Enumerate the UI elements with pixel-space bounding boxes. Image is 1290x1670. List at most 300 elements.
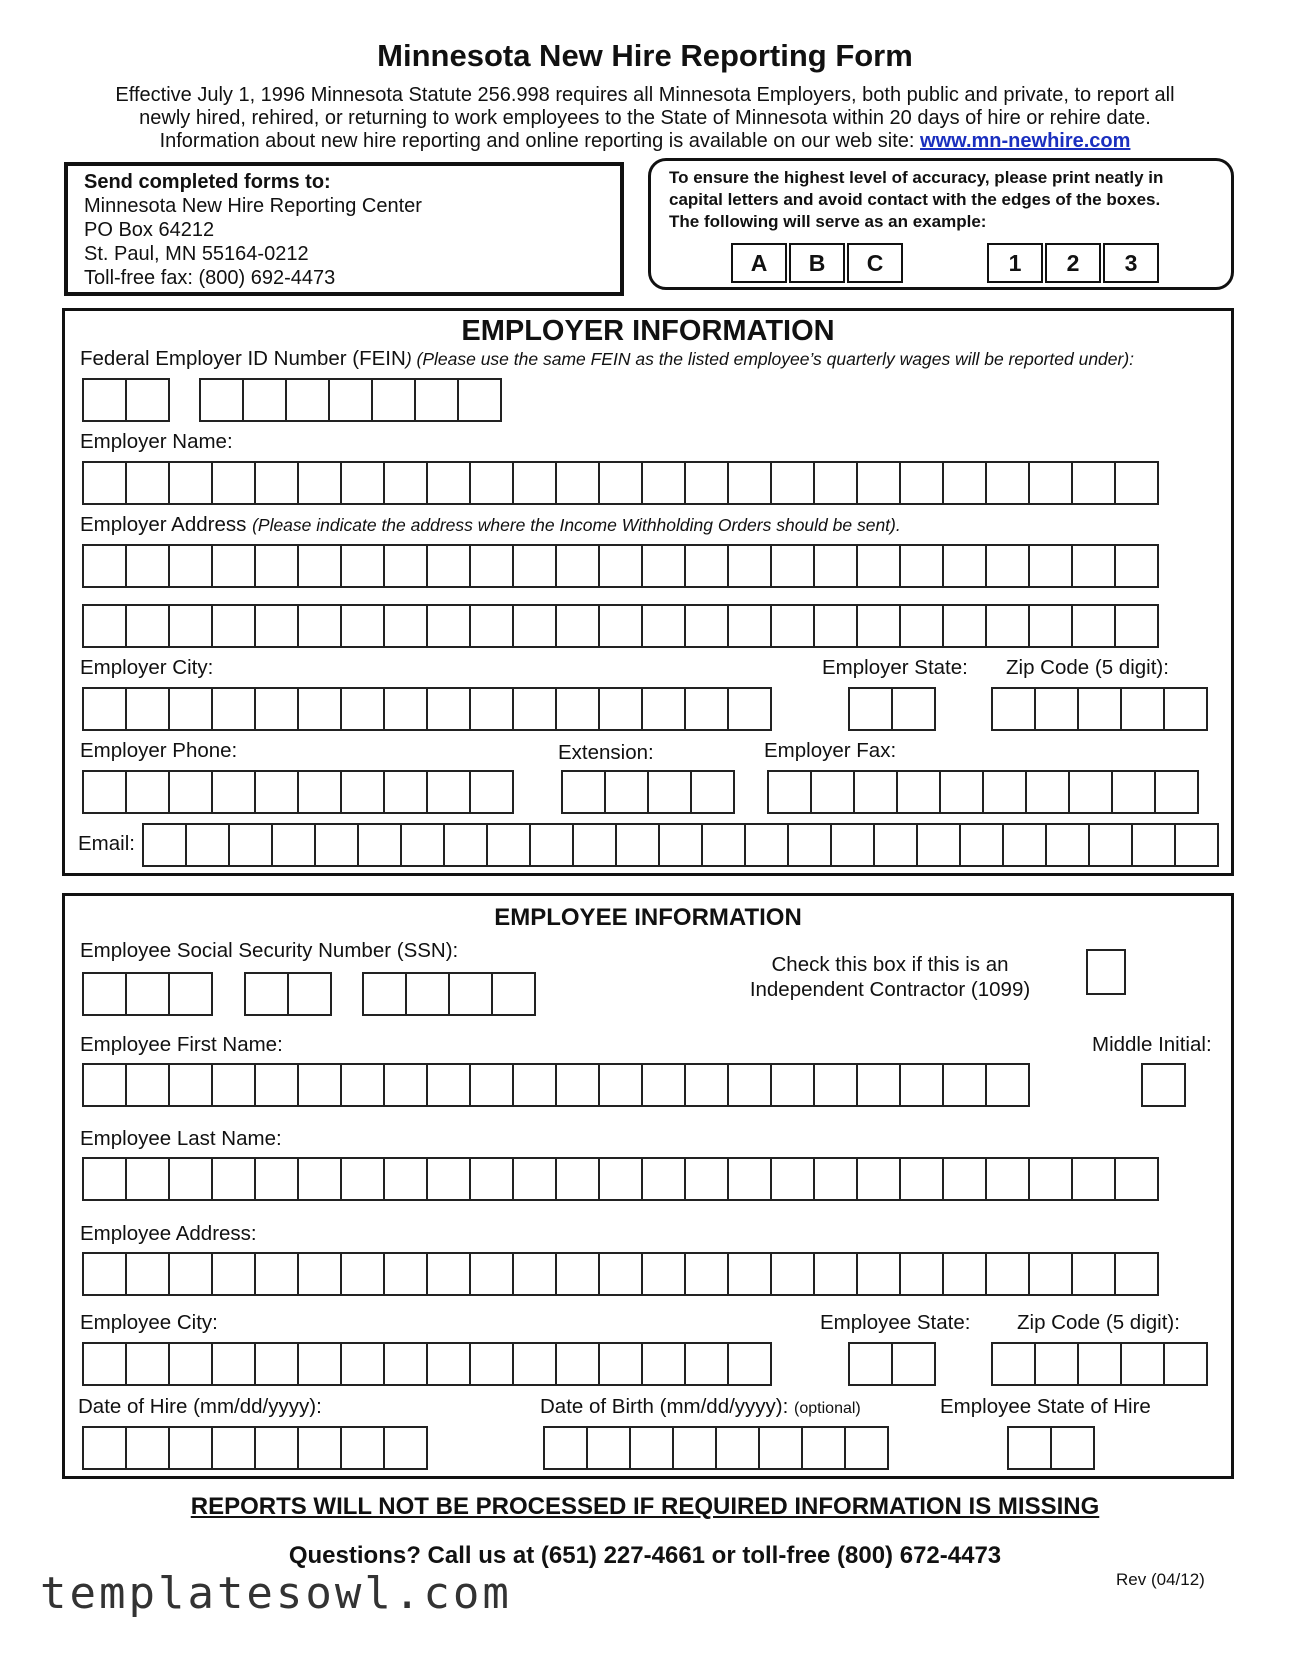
character-box[interactable] — [856, 544, 901, 588]
character-box[interactable] — [942, 1252, 987, 1296]
character-box[interactable] — [1114, 1252, 1159, 1296]
character-box[interactable] — [254, 1426, 299, 1470]
character-box[interactable] — [873, 823, 918, 867]
character-box[interactable] — [899, 1157, 944, 1201]
website-link[interactable]: www.mn-newhire.com — [920, 130, 1131, 152]
character-box[interactable] — [1114, 544, 1159, 588]
character-box[interactable] — [287, 972, 332, 1016]
state-of-hire-input[interactable] — [1007, 1426, 1095, 1470]
character-box[interactable] — [641, 1252, 686, 1296]
character-box[interactable] — [469, 461, 514, 505]
employee-city-input[interactable] — [82, 1342, 772, 1386]
character-box[interactable] — [844, 1426, 889, 1470]
character-box[interactable] — [254, 1157, 299, 1201]
character-box[interactable] — [469, 1252, 514, 1296]
character-box[interactable] — [813, 1252, 858, 1296]
character-box[interactable] — [297, 770, 342, 814]
character-box[interactable] — [297, 1252, 342, 1296]
character-box[interactable] — [1028, 604, 1073, 648]
character-box[interactable] — [629, 1426, 674, 1470]
character-box[interactable] — [512, 1252, 557, 1296]
character-box[interactable] — [641, 604, 686, 648]
character-box[interactable] — [512, 687, 557, 731]
character-box[interactable] — [125, 687, 170, 731]
character-box[interactable] — [362, 972, 407, 1016]
character-box[interactable] — [684, 1063, 729, 1107]
character-box[interactable] — [641, 1157, 686, 1201]
character-box[interactable] — [1034, 1342, 1079, 1386]
character-box[interactable] — [199, 378, 244, 422]
character-box[interactable] — [598, 461, 643, 505]
character-box[interactable] — [939, 770, 984, 814]
character-box[interactable] — [813, 1063, 858, 1107]
character-box[interactable] — [1071, 1157, 1116, 1201]
character-box[interactable] — [448, 972, 493, 1016]
character-box[interactable] — [985, 461, 1030, 505]
date-of-hire-input[interactable] — [82, 1426, 428, 1470]
character-box[interactable] — [168, 461, 213, 505]
character-box[interactable] — [1163, 687, 1208, 731]
character-box[interactable] — [314, 823, 359, 867]
character-box[interactable] — [426, 1342, 471, 1386]
character-box[interactable] — [848, 687, 893, 731]
employee-last-name-input[interactable] — [82, 1157, 1159, 1201]
character-box[interactable] — [985, 1252, 1030, 1296]
character-box[interactable] — [727, 687, 772, 731]
character-box[interactable] — [512, 1342, 557, 1386]
character-box[interactable] — [672, 1426, 717, 1470]
character-box[interactable] — [271, 823, 316, 867]
character-box[interactable] — [1071, 461, 1116, 505]
character-box[interactable] — [1028, 1157, 1073, 1201]
character-box[interactable] — [340, 604, 385, 648]
character-box[interactable] — [469, 1342, 514, 1386]
character-box[interactable] — [856, 461, 901, 505]
character-box[interactable] — [1071, 544, 1116, 588]
character-box[interactable] — [727, 544, 772, 588]
character-box[interactable] — [168, 687, 213, 731]
character-box[interactable] — [1154, 770, 1199, 814]
character-box[interactable] — [383, 770, 428, 814]
character-box[interactable] — [469, 604, 514, 648]
character-box[interactable] — [801, 1426, 846, 1470]
character-box[interactable] — [684, 604, 729, 648]
character-box[interactable] — [297, 461, 342, 505]
character-box[interactable] — [598, 1157, 643, 1201]
character-box[interactable] — [813, 1157, 858, 1201]
character-box[interactable] — [340, 1063, 385, 1107]
character-box[interactable] — [383, 1426, 428, 1470]
character-box[interactable] — [383, 687, 428, 731]
character-box[interactable] — [469, 544, 514, 588]
character-box[interactable] — [684, 1252, 729, 1296]
character-box[interactable] — [891, 687, 936, 731]
character-box[interactable] — [82, 461, 127, 505]
character-box[interactable] — [512, 544, 557, 588]
character-box[interactable] — [254, 461, 299, 505]
character-box[interactable] — [125, 378, 170, 422]
character-box[interactable] — [942, 604, 987, 648]
character-box[interactable] — [254, 604, 299, 648]
character-box[interactable] — [770, 1063, 815, 1107]
character-box[interactable] — [211, 604, 256, 648]
employer-address-line2-input[interactable] — [82, 604, 1159, 648]
independent-contractor-checkbox[interactable] — [1086, 949, 1126, 995]
character-box[interactable] — [1045, 823, 1090, 867]
character-box[interactable] — [254, 770, 299, 814]
character-box[interactable] — [555, 544, 600, 588]
character-box[interactable] — [142, 823, 187, 867]
character-box[interactable] — [82, 1063, 127, 1107]
character-box[interactable] — [486, 823, 531, 867]
character-box[interactable] — [426, 770, 471, 814]
character-box[interactable] — [125, 1342, 170, 1386]
character-box[interactable] — [1114, 604, 1159, 648]
character-box[interactable] — [727, 1252, 772, 1296]
character-box[interactable] — [1002, 823, 1047, 867]
character-box[interactable] — [586, 1426, 631, 1470]
character-box[interactable] — [469, 1063, 514, 1107]
character-box[interactable] — [767, 770, 812, 814]
character-box[interactable] — [604, 770, 649, 814]
character-box[interactable] — [641, 1063, 686, 1107]
employer-name-input[interactable] — [82, 461, 1159, 505]
character-box[interactable] — [572, 823, 617, 867]
character-box[interactable] — [297, 544, 342, 588]
character-box[interactable] — [426, 1157, 471, 1201]
character-box[interactable] — [727, 1342, 772, 1386]
character-box[interactable] — [1028, 544, 1073, 588]
character-box[interactable] — [405, 972, 450, 1016]
character-box[interactable] — [383, 461, 428, 505]
character-box[interactable] — [856, 1157, 901, 1201]
character-box[interactable] — [168, 544, 213, 588]
character-box[interactable] — [1050, 1426, 1095, 1470]
character-box[interactable] — [297, 1342, 342, 1386]
character-box[interactable] — [1114, 1157, 1159, 1201]
character-box[interactable] — [991, 687, 1036, 731]
character-box[interactable] — [555, 461, 600, 505]
character-box[interactable] — [1025, 770, 1070, 814]
character-box[interactable] — [813, 461, 858, 505]
character-box[interactable] — [285, 378, 330, 422]
character-box[interactable] — [555, 604, 600, 648]
character-box[interactable] — [383, 1063, 428, 1107]
character-box[interactable] — [469, 770, 514, 814]
character-box[interactable] — [328, 378, 373, 422]
character-box[interactable] — [242, 378, 287, 422]
character-box[interactable] — [469, 687, 514, 731]
character-box[interactable] — [211, 461, 256, 505]
character-box[interactable] — [1174, 823, 1219, 867]
character-box[interactable] — [1141, 1063, 1186, 1107]
character-box[interactable] — [727, 1157, 772, 1201]
fein-prefix-input[interactable] — [82, 378, 170, 422]
character-box[interactable] — [426, 687, 471, 731]
character-box[interactable] — [168, 1063, 213, 1107]
character-box[interactable] — [125, 604, 170, 648]
character-box[interactable] — [125, 1063, 170, 1107]
character-box[interactable] — [168, 1252, 213, 1296]
character-box[interactable] — [125, 972, 170, 1016]
character-box[interactable] — [982, 770, 1027, 814]
character-box[interactable] — [340, 687, 385, 731]
character-box[interactable] — [1120, 687, 1165, 731]
character-box[interactable] — [896, 770, 941, 814]
character-box[interactable] — [383, 1342, 428, 1386]
character-box[interactable] — [82, 604, 127, 648]
character-box[interactable] — [125, 1157, 170, 1201]
character-box[interactable] — [641, 687, 686, 731]
character-box[interactable] — [211, 1157, 256, 1201]
character-box[interactable] — [641, 461, 686, 505]
character-box[interactable] — [647, 770, 692, 814]
character-box[interactable] — [125, 461, 170, 505]
employee-address-input[interactable] — [82, 1252, 1159, 1296]
employee-state-input[interactable] — [848, 1342, 936, 1386]
character-box[interactable] — [254, 1252, 299, 1296]
character-box[interactable] — [684, 544, 729, 588]
character-box[interactable] — [211, 1426, 256, 1470]
character-box[interactable] — [125, 770, 170, 814]
character-box[interactable] — [168, 604, 213, 648]
character-box[interactable] — [340, 461, 385, 505]
character-box[interactable] — [211, 1063, 256, 1107]
character-box[interactable] — [684, 461, 729, 505]
employer-email-input[interactable] — [142, 823, 1219, 867]
character-box[interactable] — [770, 1252, 815, 1296]
character-box[interactable] — [690, 770, 735, 814]
character-box[interactable] — [1111, 770, 1156, 814]
character-box[interactable] — [555, 1342, 600, 1386]
character-box[interactable] — [1077, 687, 1122, 731]
character-box[interactable] — [856, 1252, 901, 1296]
character-box[interactable] — [985, 1063, 1030, 1107]
character-box[interactable] — [211, 770, 256, 814]
character-box[interactable] — [340, 1342, 385, 1386]
character-box[interactable] — [813, 544, 858, 588]
character-box[interactable] — [185, 823, 230, 867]
character-box[interactable] — [529, 823, 574, 867]
character-box[interactable] — [856, 604, 901, 648]
character-box[interactable] — [899, 1252, 944, 1296]
character-box[interactable] — [168, 1342, 213, 1386]
employer-state-input[interactable] — [848, 687, 936, 731]
character-box[interactable] — [641, 544, 686, 588]
character-box[interactable] — [125, 544, 170, 588]
character-box[interactable] — [168, 770, 213, 814]
character-box[interactable] — [254, 687, 299, 731]
character-box[interactable] — [853, 770, 898, 814]
character-box[interactable] — [985, 604, 1030, 648]
character-box[interactable] — [727, 461, 772, 505]
character-box[interactable] — [383, 544, 428, 588]
character-box[interactable] — [770, 461, 815, 505]
character-box[interactable] — [744, 823, 789, 867]
character-box[interactable] — [340, 770, 385, 814]
character-box[interactable] — [82, 1426, 127, 1470]
character-box[interactable] — [555, 1157, 600, 1201]
character-box[interactable] — [684, 1342, 729, 1386]
character-box[interactable] — [830, 823, 875, 867]
character-box[interactable] — [82, 1342, 127, 1386]
character-box[interactable] — [770, 544, 815, 588]
character-box[interactable] — [512, 1063, 557, 1107]
character-box[interactable] — [1163, 1342, 1208, 1386]
character-box[interactable] — [254, 1342, 299, 1386]
character-box[interactable] — [555, 1063, 600, 1107]
employer-fax-input[interactable] — [767, 770, 1199, 814]
employer-phone-input[interactable] — [82, 770, 514, 814]
character-box[interactable] — [512, 1157, 557, 1201]
character-box[interactable] — [168, 1157, 213, 1201]
character-box[interactable] — [1120, 1342, 1165, 1386]
character-box[interactable] — [942, 1157, 987, 1201]
character-box[interactable] — [598, 604, 643, 648]
character-box[interactable] — [469, 1157, 514, 1201]
character-box[interactable] — [228, 823, 273, 867]
character-box[interactable] — [168, 972, 213, 1016]
character-box[interactable] — [1131, 823, 1176, 867]
character-box[interactable] — [684, 1157, 729, 1201]
character-box[interactable] — [916, 823, 961, 867]
character-box[interactable] — [168, 1426, 213, 1470]
character-box[interactable] — [1028, 461, 1073, 505]
character-box[interactable] — [414, 378, 459, 422]
character-box[interactable] — [82, 770, 127, 814]
character-box[interactable] — [598, 1252, 643, 1296]
fein-suffix-input[interactable] — [199, 378, 502, 422]
character-box[interactable] — [125, 1426, 170, 1470]
character-box[interactable] — [684, 687, 729, 731]
character-box[interactable] — [340, 1426, 385, 1470]
character-box[interactable] — [211, 1252, 256, 1296]
character-box[interactable] — [810, 770, 855, 814]
character-box[interactable] — [598, 544, 643, 588]
character-box[interactable] — [1071, 604, 1116, 648]
character-box[interactable] — [1028, 1252, 1073, 1296]
character-box[interactable] — [985, 544, 1030, 588]
character-box[interactable] — [383, 1157, 428, 1201]
character-box[interactable] — [727, 604, 772, 648]
character-box[interactable] — [543, 1426, 588, 1470]
character-box[interactable] — [82, 687, 127, 731]
employer-city-input[interactable] — [82, 687, 772, 731]
character-box[interactable] — [82, 1252, 127, 1296]
character-box[interactable] — [254, 1063, 299, 1107]
character-box[interactable] — [701, 823, 746, 867]
character-box[interactable] — [426, 1063, 471, 1107]
character-box[interactable] — [512, 604, 557, 648]
character-box[interactable] — [211, 544, 256, 588]
character-box[interactable] — [82, 378, 127, 422]
character-box[interactable] — [813, 604, 858, 648]
character-box[interactable] — [959, 823, 1004, 867]
character-box[interactable] — [899, 544, 944, 588]
character-box[interactable] — [426, 461, 471, 505]
character-box[interactable] — [715, 1426, 760, 1470]
employee-zip-input[interactable] — [991, 1342, 1208, 1386]
character-box[interactable] — [211, 1342, 256, 1386]
character-box[interactable] — [598, 687, 643, 731]
character-box[interactable] — [985, 1157, 1030, 1201]
character-box[interactable] — [1034, 687, 1079, 731]
ssn-area-input[interactable] — [82, 972, 213, 1016]
character-box[interactable] — [82, 1157, 127, 1201]
character-box[interactable] — [340, 544, 385, 588]
character-box[interactable] — [1007, 1426, 1052, 1470]
character-box[interactable] — [658, 823, 703, 867]
character-box[interactable] — [899, 461, 944, 505]
character-box[interactable] — [357, 823, 402, 867]
character-box[interactable] — [848, 1342, 893, 1386]
character-box[interactable] — [443, 823, 488, 867]
character-box[interactable] — [426, 544, 471, 588]
character-box[interactable] — [942, 461, 987, 505]
character-box[interactable] — [899, 604, 944, 648]
character-box[interactable] — [991, 1342, 1036, 1386]
character-box[interactable] — [125, 1252, 170, 1296]
ssn-group-input[interactable] — [244, 972, 332, 1016]
character-box[interactable] — [82, 544, 127, 588]
middle-initial-input[interactable] — [1141, 1063, 1186, 1107]
character-box[interactable] — [555, 1252, 600, 1296]
character-box[interactable] — [899, 1063, 944, 1107]
character-box[interactable] — [297, 1157, 342, 1201]
employer-extension-input[interactable] — [561, 770, 735, 814]
character-box[interactable] — [400, 823, 445, 867]
employer-address-line1-input[interactable] — [82, 544, 1159, 588]
character-box[interactable] — [598, 1342, 643, 1386]
character-box[interactable] — [1088, 823, 1133, 867]
character-box[interactable] — [254, 544, 299, 588]
character-box[interactable] — [770, 1157, 815, 1201]
character-box[interactable] — [1071, 1252, 1116, 1296]
character-box[interactable] — [383, 604, 428, 648]
character-box[interactable] — [942, 1063, 987, 1107]
ssn-serial-input[interactable] — [362, 972, 536, 1016]
character-box[interactable] — [770, 604, 815, 648]
character-box[interactable] — [561, 770, 606, 814]
character-box[interactable] — [598, 1063, 643, 1107]
character-box[interactable] — [340, 1157, 385, 1201]
date-of-birth-input[interactable] — [543, 1426, 889, 1470]
character-box[interactable] — [891, 1342, 936, 1386]
character-box[interactable] — [426, 1252, 471, 1296]
character-box[interactable] — [426, 604, 471, 648]
character-box[interactable] — [856, 1063, 901, 1107]
character-box[interactable] — [457, 378, 502, 422]
character-box[interactable] — [1077, 1342, 1122, 1386]
character-box[interactable] — [82, 972, 127, 1016]
employer-zip-input[interactable] — [991, 687, 1208, 731]
character-box[interactable] — [383, 1252, 428, 1296]
character-box[interactable] — [491, 972, 536, 1016]
character-box[interactable] — [555, 687, 600, 731]
character-box[interactable] — [244, 972, 289, 1016]
character-box[interactable] — [371, 378, 416, 422]
character-box[interactable] — [727, 1063, 772, 1107]
character-box[interactable] — [641, 1342, 686, 1386]
character-box[interactable] — [297, 687, 342, 731]
character-box[interactable] — [1068, 770, 1113, 814]
employee-first-name-input[interactable] — [82, 1063, 1030, 1107]
character-box[interactable] — [942, 544, 987, 588]
character-box[interactable] — [787, 823, 832, 867]
character-box[interactable] — [297, 1063, 342, 1107]
character-box[interactable] — [615, 823, 660, 867]
character-box[interactable] — [340, 1252, 385, 1296]
